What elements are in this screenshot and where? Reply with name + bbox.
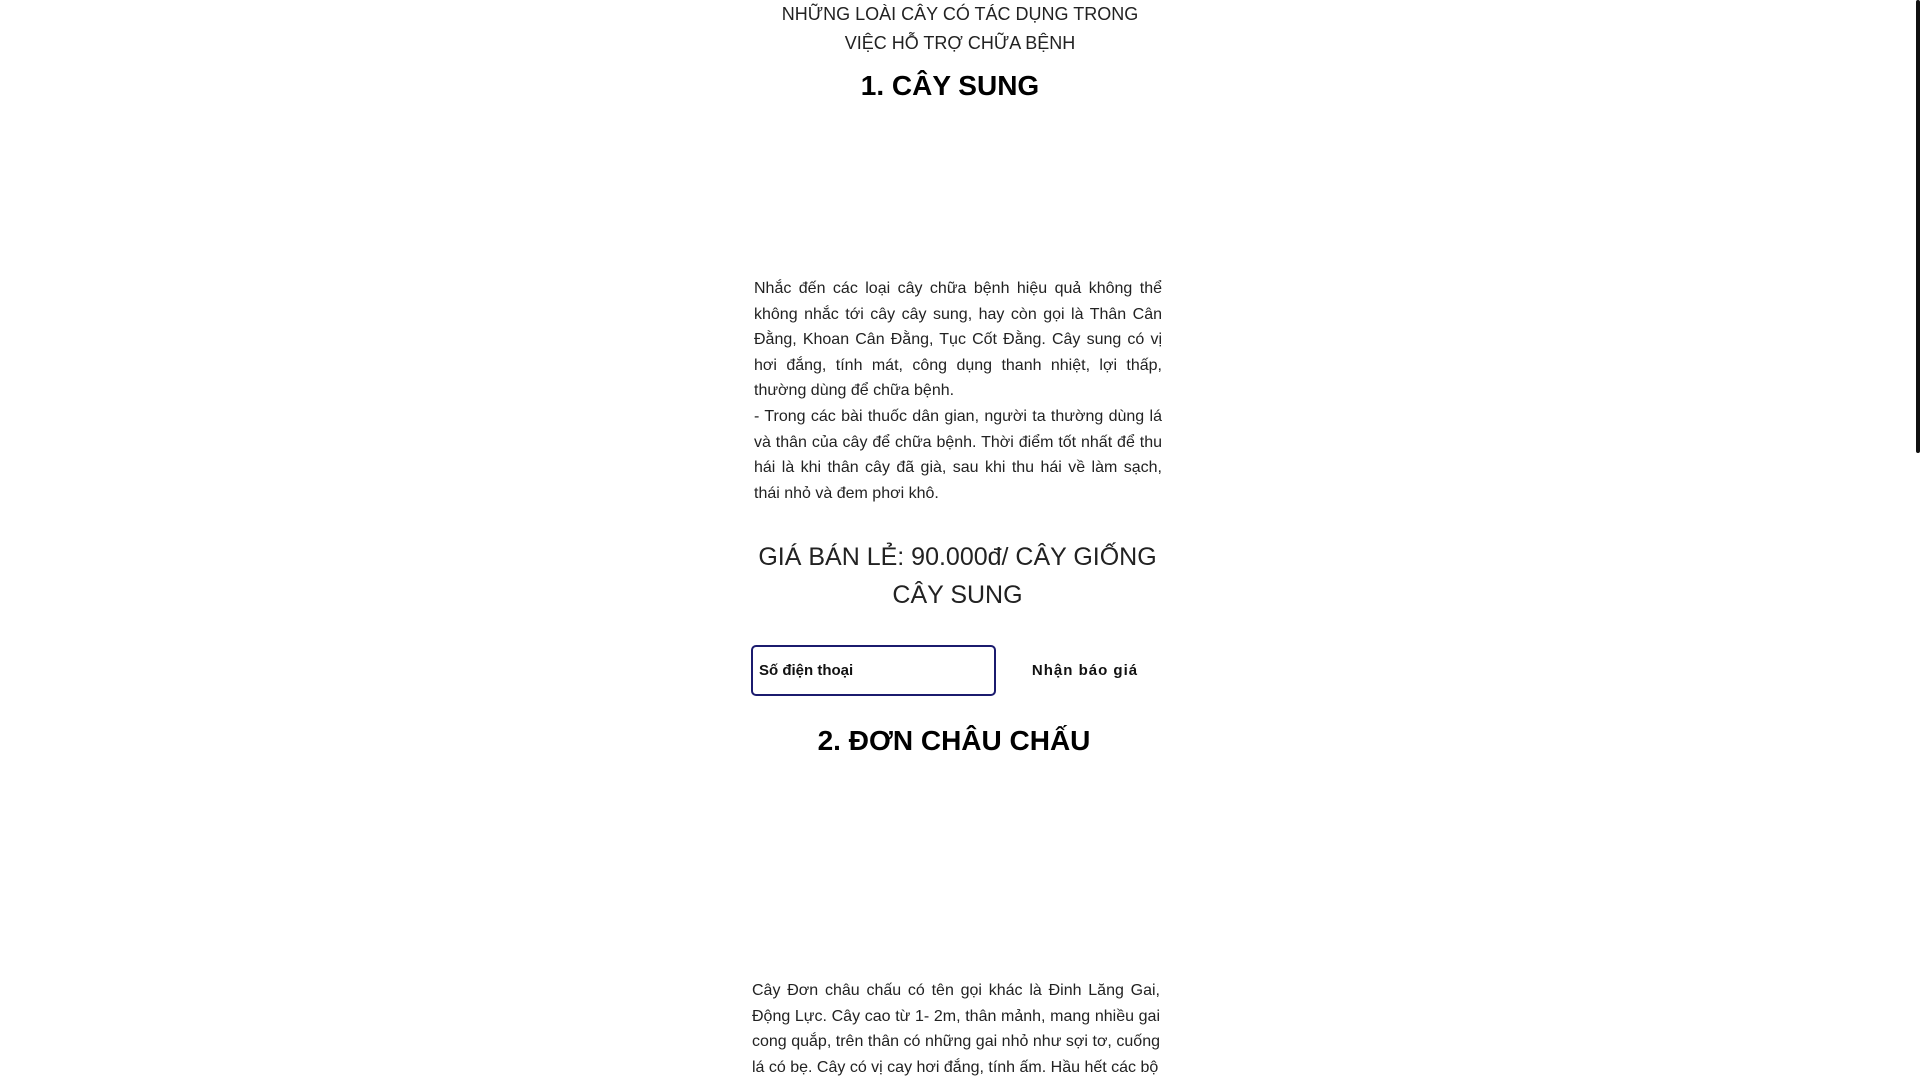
don-chau-chau-paragraph-1: Cây Đơn châu chấu có tên gọi khác là Đinh Lăng Gai, Động Lực. Cây cao từ 1- 2m, thân mảnh, mang nhiều gai cong quắp, trên thân có những gai nhỏ như sợi tơ, cuống lá có bẹ. Cây có vị cay hơi đắng, tính ấm. Hầu hết các bộ [752,982,1160,1076]
section-heading-cay-sung: 1. CÂY SUNG [860,70,1040,101]
cay-sung-description [754,276,1162,506]
cay-sung-image [754,128,1164,268]
cay-sung-price: GIÁ BÁN LẺ: 90.000đ/ CÂY GIỐNG CÂY SUNG [758,543,1157,609]
page-scrollbar[interactable] [1916,0,1920,453]
article-title: NHỮNG LOÀI CÂY CÓ TÁC DỤNG TRONG VIỆC HỖ TRỢ CHỮA BỆNH [781,4,1139,53]
cay-sung-paragraph-1: Nhắc đến các loại cây chữa bệnh hiệu quả không thể không nhắc tới cây cây sung, hay còn gọi là Thân Cân Đằng, Khoan Cân Đằng, Tục Cốt Đằng. Cây sung có vị hơi đắng, tính mát, công dụng thanh nhiệt, lợi thấp, thường dùng để chữa bệnh. [754,280,1162,400]
don-chau-chau-image [754,786,1164,926]
phone-input[interactable] [751,645,996,696]
get-quote-button[interactable]: Nhận báo giá [1000,645,1170,696]
cay-sung-paragraph-2: - Trong các bài thuốc dân gian, người ta thường dùng lá và thân của cây để chữa bệnh. Thời điểm tốt nhất để thu hái là khi thân cây đã già, sau khi thu hái về làm sạch, thái nhỏ và đem phơi khô. [754,407,1162,502]
section-heading-don-chau-chau: 2. ĐƠN CHÂU CHẤU [817,725,1091,756]
don-chau-chau-description [752,978,1160,1080]
